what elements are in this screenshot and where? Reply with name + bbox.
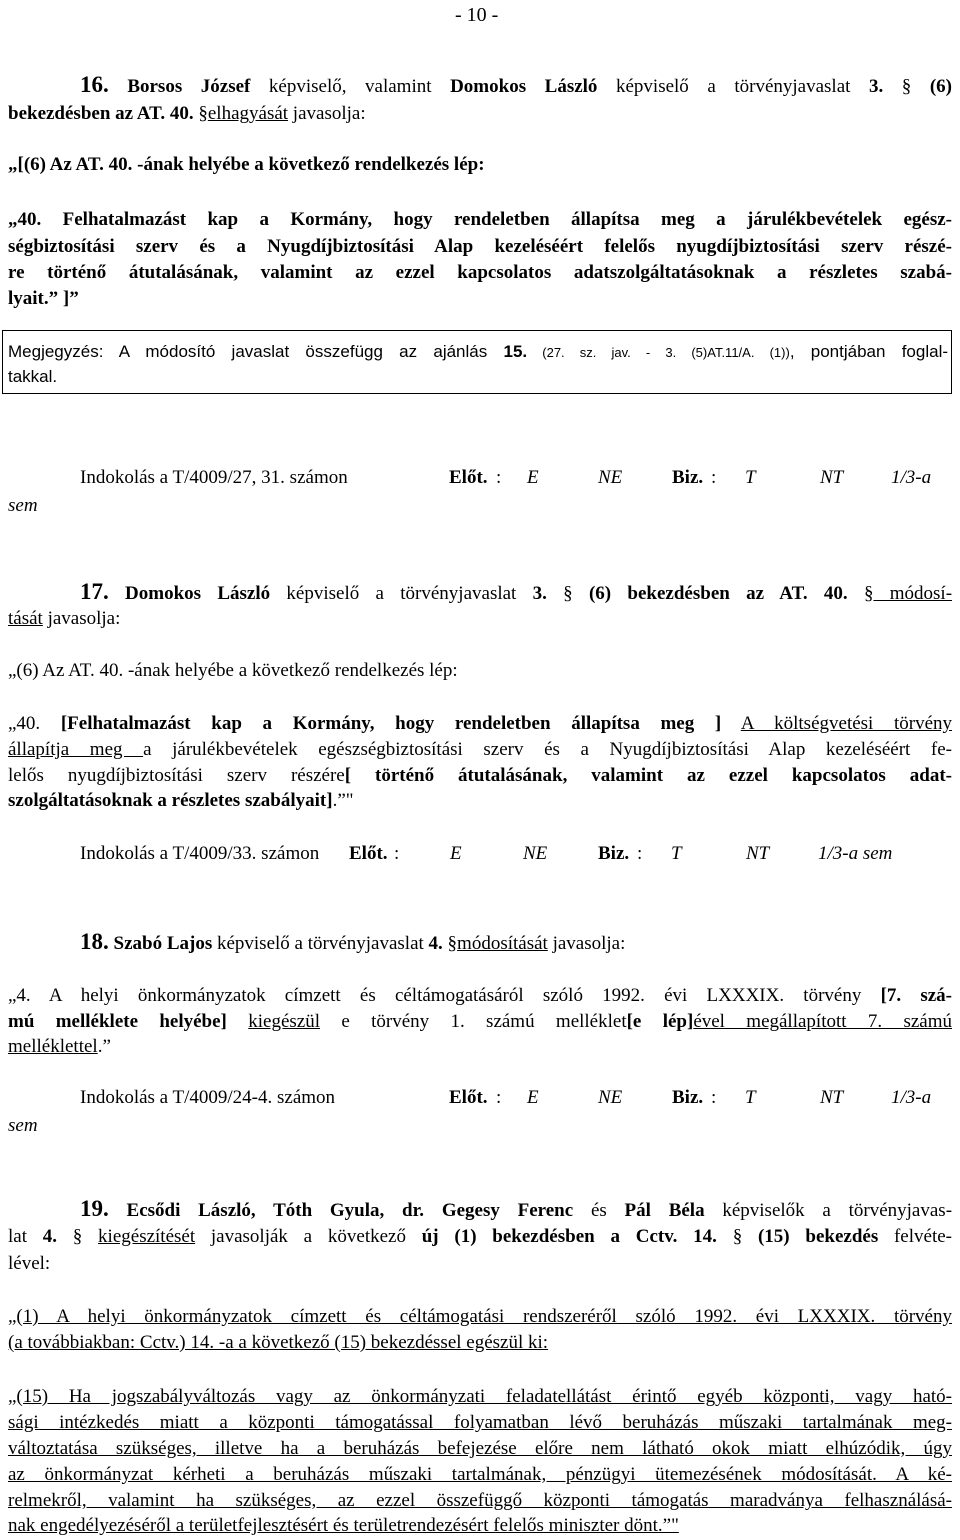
text <box>227 1011 248 1032</box>
text: képviselő a törvényjavaslat <box>597 76 869 97</box>
mp-name: Szabó Lajos <box>113 933 213 954</box>
text: „40. <box>8 713 61 734</box>
text: állapítja meg <box>8 739 144 760</box>
text: 15. <box>503 342 528 361</box>
vote-ne: NE <box>523 843 548 864</box>
text: [e lép] <box>626 1011 694 1032</box>
section-sign-icon: § <box>442 933 458 954</box>
vote-e: E <box>450 843 462 864</box>
text: elhagyását <box>207 103 289 124</box>
mp-name: Ecsődi László, Tóth Gyula, dr. <box>126 1200 425 1221</box>
text: (6) <box>911 76 953 97</box>
text: : <box>711 1087 717 1108</box>
text: : <box>394 843 400 864</box>
vote-e: E <box>527 1087 539 1108</box>
text: és <box>573 1200 625 1221</box>
item17-par-2 <box>8 739 952 761</box>
vote-e: E <box>527 467 539 488</box>
section-sign-icon: § <box>847 583 874 604</box>
text: lat <box>8 1226 43 1247</box>
text <box>82 1226 98 1247</box>
text: (15) bekezdés <box>742 1226 879 1247</box>
text: tását <box>8 608 43 629</box>
text: , pontjában foglal- <box>789 342 949 361</box>
note-line1 <box>8 341 948 364</box>
text: .”" <box>332 790 354 811</box>
item16-par-4: lyait.” ]” <box>8 288 79 309</box>
text: képviselő, valamint <box>250 76 451 97</box>
biz-label: Biz. <box>672 1087 704 1108</box>
item17-number: 17. <box>80 579 109 604</box>
text: javasolja: <box>547 933 626 954</box>
vote-t: T <box>671 843 682 864</box>
vote-nt: NT <box>746 843 770 864</box>
item19-quote2-3: változtatása szükséges, illetve ha a beruházás befejezése előre nem látható okok miatt elhúzódik, úgy <box>8 1438 952 1459</box>
vote-ne: NE <box>598 467 623 488</box>
item19-quote1-1: „(1) A helyi önkormányzatok címzett és céltámogatási rendszeréről szóló 1992. évi LXXXIX. törvény <box>8 1306 952 1327</box>
text: : <box>496 1087 502 1108</box>
item19-line2 <box>8 1226 952 1248</box>
item19-line1 <box>80 1198 952 1222</box>
item16-line1 <box>80 74 952 98</box>
text <box>424 1200 442 1221</box>
item19-quote2-5: relmekről, valamint ha szükséges, az ezzel összefüggő központi támogatás maradványa felhasználásá- <box>8 1490 952 1511</box>
reason-text: Indokolás a T/4009/33. számon <box>80 843 320 864</box>
vote-sem: sem <box>8 495 38 516</box>
text: [7. szá- <box>880 985 952 1006</box>
text: : <box>637 843 643 864</box>
text: e törvény 1. számú melléklet <box>320 1011 627 1032</box>
item16-par-1: „40. Felhatalmazást kap a Kormány, hogy rendeletben állapítsa meg a járulékbevételek egész- <box>8 209 952 230</box>
text: : <box>711 467 717 488</box>
text: .” <box>97 1036 111 1057</box>
reason-text: Indokolás a T/4009/27, 31. számon <box>80 467 348 488</box>
text: módosítását <box>457 933 548 954</box>
item16-number: 16. <box>80 72 109 97</box>
item18-par-3 <box>8 1036 111 1058</box>
vote-ne: NE <box>598 1087 623 1108</box>
text: képviselő a törvényjavaslat <box>270 583 533 604</box>
biz-label: Biz. <box>598 843 630 864</box>
text: módosí- <box>873 583 953 604</box>
text: a járulékbevételek egészségbiztosítási szerv és a Nyugdíjbiztosítási Alap kezeléséért fe- <box>143 739 952 760</box>
section-sign-icon: § <box>57 1226 83 1247</box>
text: javasolják a következő <box>195 1226 422 1247</box>
item16-par-3: re történő átutalásának, valamint az ezzel kapcsolatos adatszolgáltatásoknak a részletes szabá- <box>8 262 952 283</box>
item18-line1 <box>80 931 625 955</box>
vote18 <box>0 1087 960 1137</box>
text: [ történő átutalásának, valamint az ezzel kapcsolatos adat- <box>344 765 952 786</box>
text: 4. <box>42 1226 58 1247</box>
text: javasolja: <box>288 103 366 124</box>
vote-nt: NT <box>820 467 844 488</box>
item19-quote2-1: „(15) Ha jogszabályváltozás vagy az önkormányzati feladatellátást érintő egyéb központi, vagy ható- <box>8 1386 952 1407</box>
mp-name: Borsos József <box>127 76 251 97</box>
elot-label: Előt. <box>449 467 488 488</box>
item19-quote1-2: (a továbbiakban: Cctv.) 14. -a a következő (15) bekezdéssel egészül ki: <box>8 1332 549 1353</box>
text: mú melléklete helyébe] <box>8 1011 227 1032</box>
mp-name: Pál Béla <box>624 1200 705 1221</box>
vote-t: T <box>745 1087 756 1108</box>
text: [Felhatalmazást kap a Kormány, hogy rendeletben állapítsa meg ] <box>60 713 722 734</box>
text: 3. <box>868 76 884 97</box>
section-sign-icon: § <box>716 1226 743 1247</box>
item17-par-3 <box>8 765 952 787</box>
text: felvéte- <box>878 1226 952 1247</box>
vote-t: T <box>745 467 756 488</box>
vote17 <box>0 843 960 869</box>
vote-nt: NT <box>820 1087 844 1108</box>
vote16 <box>0 467 960 517</box>
item17-line3: „(6) Az AT. 40. -ának helyébe a következő rendelkezés lép: <box>8 660 458 681</box>
text: 4. <box>428 933 443 954</box>
item17-line2 <box>8 608 120 630</box>
mp-name: Domokos László <box>125 583 271 604</box>
reason-text: Indokolás a T/4009/24-4. számon <box>80 1087 336 1108</box>
text: A költségvetési törvény <box>740 713 953 734</box>
item19-quote2-4: az önkormányzat kérheti a beruházás műszaki tartalmának, pénzügyi ütemezésének módosítását. A ké- <box>8 1464 952 1485</box>
item16-line3: „[(6) Az AT. 40. -ának helyébe a következő rendelkezés lép: <box>8 154 485 175</box>
note-line2: takkal. <box>8 367 58 386</box>
item16-par-2: ségbiztosítási szerv és a Nyugdíjbiztosítási Alap kezeléséért felelős nyugdíjbiztosítási szerv részé- <box>8 236 952 257</box>
text: Megjegyzés: A módosító javaslat összefügg az ajánlás <box>8 342 504 361</box>
mp-name: Domokos László <box>450 76 598 97</box>
item19-quote2-2: sági intézkedés miatt a központi támogatással folyamatban lévő beruházás műszaki tartalmának meg- <box>8 1412 952 1433</box>
section-sign-icon: § <box>546 583 573 604</box>
text: javasolja: <box>42 608 121 629</box>
item18-par-1 <box>8 985 952 1007</box>
item19-line3: lével: <box>8 1253 51 1274</box>
text: képviselő a törvényjavaslat <box>212 933 429 954</box>
item19-number: 19. <box>80 1196 109 1221</box>
text: : <box>496 467 502 488</box>
text: bekezdésben az AT. 40. <box>8 103 194 124</box>
text: (6) bekezdésben az AT. 40. <box>572 583 848 604</box>
elot-label: Előt. <box>349 843 388 864</box>
item18-number: 18. <box>80 929 109 954</box>
text: kiegészül <box>248 1011 320 1032</box>
section-sign-icon: § <box>883 76 912 97</box>
item17-par-1 <box>8 713 952 735</box>
text: új (1) bekezdésben a Cctv. 14. <box>421 1226 717 1247</box>
item16-line2 <box>8 103 366 125</box>
text: (27. sz. jav. - 3. (5)AT.11/A. (1)) <box>527 345 790 360</box>
text: ével megállapított 7. számú <box>693 1011 952 1032</box>
vote-third: 1/3-a <box>891 1087 932 1108</box>
text <box>721 713 741 734</box>
elot-label: Előt. <box>449 1087 488 1108</box>
vote-sem: sem <box>8 1115 38 1136</box>
page-number: - 10 - <box>455 4 499 26</box>
item17-par-4 <box>8 790 354 812</box>
text: képviselők a törvényjavas- <box>704 1200 953 1221</box>
text: szolgáltatásoknak a részletes szabályait] <box>8 790 333 811</box>
text: lelős nyugdíjbiztosítási szerv részére <box>8 765 345 786</box>
text: 3. <box>532 583 547 604</box>
item19-quote2-6: nak engedélyezéséről a területfejlesztésért és területrendezésért felelős miniszter dönt.”" <box>8 1515 679 1536</box>
section-sign-icon: § <box>193 103 208 124</box>
text: melléklettel <box>8 1036 98 1057</box>
text: „4. A helyi önkormányzatok címzett és céltámogatásáról szóló 1992. évi LXXXIX. törvény <box>8 985 881 1006</box>
mp-name: Gegesy Ferenc <box>441 1200 574 1221</box>
biz-label: Biz. <box>672 467 704 488</box>
item18-par-2 <box>8 1011 952 1033</box>
vote-third: 1/3-a <box>891 467 932 488</box>
vote-third: 1/3-a sem <box>818 843 893 864</box>
text: kiegészítését <box>98 1226 196 1247</box>
item17-line1 <box>80 581 952 605</box>
